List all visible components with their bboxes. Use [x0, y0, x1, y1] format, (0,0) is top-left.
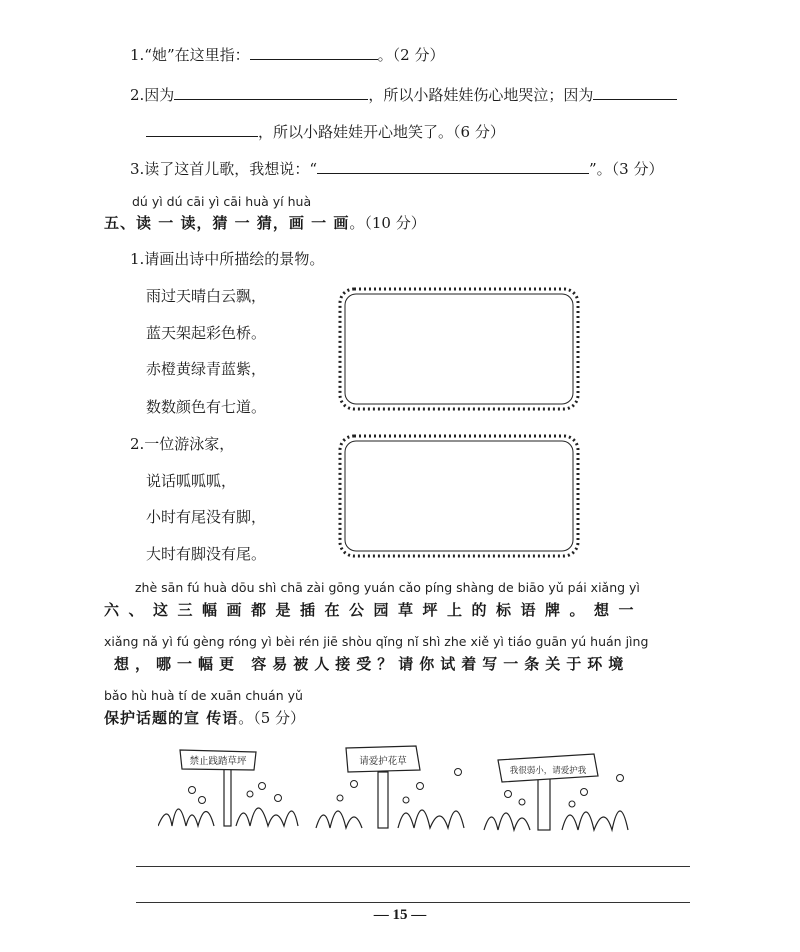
- poem1-line: 数数颜色有七道。: [146, 398, 267, 416]
- drawing-box-2[interactable]: [336, 432, 582, 560]
- section5-title: 五、读 一 读，猜 一 猜，画 一 画: [104, 214, 350, 232]
- section6-line3-text: 保护话题的宣 传语: [104, 709, 239, 727]
- sign-1-text: 禁止践踏草坪: [189, 756, 247, 767]
- section5-pinyin: dú yì dú cāi yì cāi huà yí huà: [132, 194, 312, 209]
- poem1-line: 雨过天晴白云飘，: [146, 287, 267, 305]
- poem2-line: 大时有脚没有尾。: [146, 545, 267, 563]
- signs-illustration: [158, 742, 642, 838]
- poem2-line: 小时有尾没有脚，: [146, 508, 267, 526]
- q4-item1-text: 1.“她”在这里指：: [130, 46, 250, 64]
- section5-task1: 1.请画出诗中所描绘的景物。: [130, 250, 325, 268]
- drawing-box-1[interactable]: [336, 285, 582, 413]
- q4-item2-text-b: ，所以小路娃娃伤心地哭泣；因为: [368, 86, 594, 104]
- poem2-line: 说话呱呱呱，: [146, 472, 237, 490]
- sign-2: [316, 746, 464, 828]
- poem1-line: 蓝天架起彩色桥。: [146, 324, 267, 342]
- answer-blank[interactable]: [317, 158, 589, 174]
- q4-item2-text-a: 2.因为: [130, 86, 175, 104]
- q4-item3: [130, 158, 663, 179]
- section6-pinyin-1: zhè sān fú huà dōu shì chā zài gōng yuán cǎo píng shàng de biāo yǔ pái xiǎng yì: [135, 580, 640, 595]
- answer-line-1[interactable]: [136, 866, 690, 867]
- sign-1: [158, 750, 298, 826]
- answer-blank[interactable]: [174, 84, 368, 100]
- answer-blank[interactable]: [146, 121, 258, 137]
- section5-task2: 2.一位游泳家，: [130, 435, 235, 453]
- section6-pinyin-2: xiǎng nǎ yì fú gèng róng yì bèi rén jiē shòu qǐng nǐ shì zhe xiě yì tiáo guān yú huán jìng: [104, 634, 649, 649]
- q4-item2-text-c: ，所以小路娃娃开心地笑了。（6 分）: [258, 123, 505, 141]
- section6-pinyin-3: bǎo hù huà tí de xuān chuán yǔ: [104, 688, 303, 703]
- answer-line-2[interactable]: [136, 902, 690, 903]
- section6-line-2: 想，哪一幅更 容易被人接受？请你试着写一条关于环境: [114, 655, 630, 673]
- q4-item3-tail: ”。（3 分）: [588, 160, 664, 178]
- q4-item3-text: 3.读了这首儿歌，我想说：“: [130, 160, 317, 178]
- section6-score: 。（5 分）: [238, 709, 306, 727]
- q4-item2-line2: [146, 121, 505, 142]
- section6-line-3: [104, 707, 305, 728]
- q4-item2-line1: [130, 84, 677, 105]
- section5-score: 。（10 分）: [349, 214, 426, 232]
- poem1-line: 赤橙黄绿青蓝紫，: [146, 360, 267, 378]
- q4-item1-tail: 。（2 分）: [377, 46, 445, 64]
- sign-3: [484, 754, 628, 830]
- q4-item1: [130, 44, 444, 65]
- page-number: — 15 —: [373, 907, 427, 923]
- answer-blank[interactable]: [593, 84, 677, 100]
- section6-line-1: 六、这三幅画都是插在公园草坪上的标语牌。想一: [104, 601, 644, 619]
- sign-2-text: 请爱护花草: [359, 756, 407, 767]
- sign-3-text: 我很弱小，请爱护我: [509, 766, 587, 776]
- answer-blank[interactable]: [250, 44, 378, 60]
- section5-heading: [104, 212, 426, 233]
